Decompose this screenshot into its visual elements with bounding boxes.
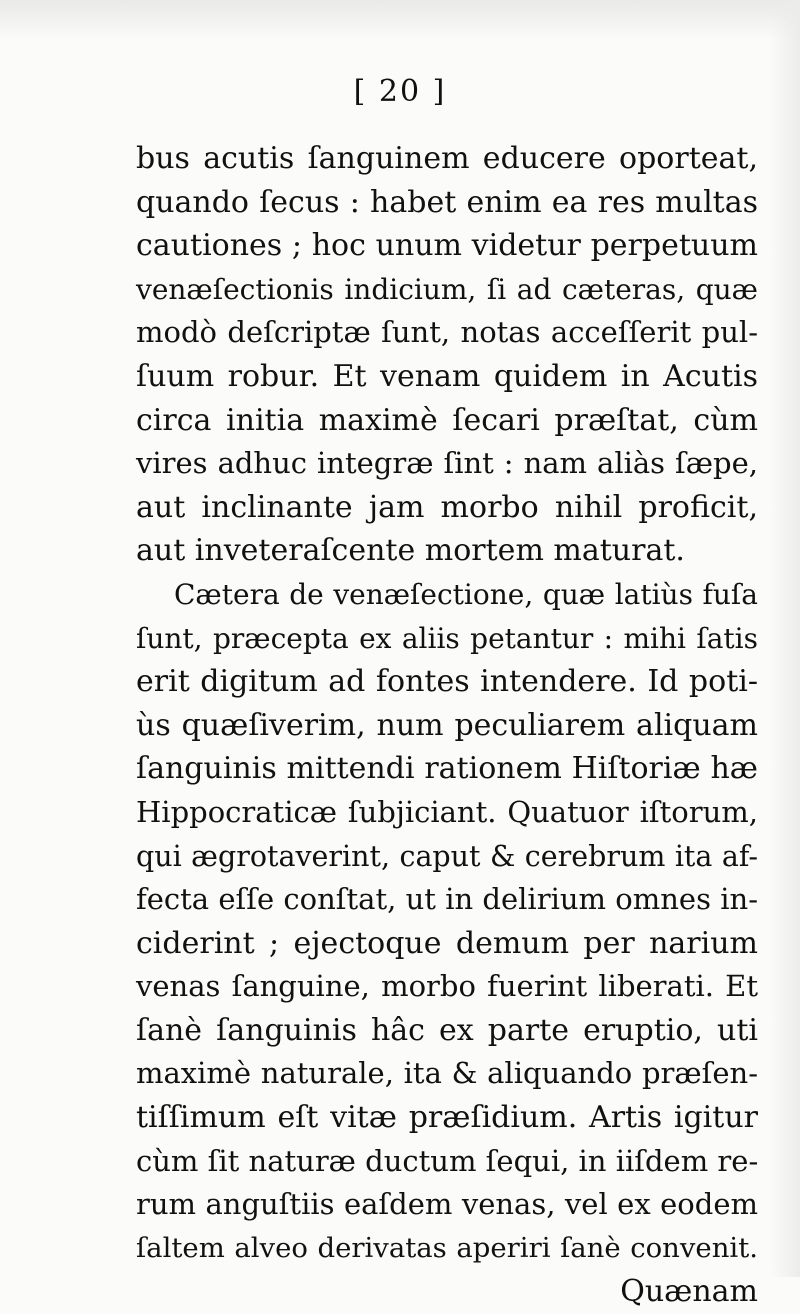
- text-line: venæſectionis indicium, ſi ad cæteras, quæ: [136, 272, 758, 306]
- text-line: ſunt, præcepta ex aliis petantur : mihi ſatis: [136, 621, 758, 655]
- body-text: [136, 137, 758, 1314]
- text-line: Hippocraticæ ſubjiciant. Quatuor iſtorum,: [136, 794, 758, 829]
- text-line: fecta eſſe conſtat, ut in delirium omnes in-: [136, 882, 758, 917]
- page-shadow: [0, 0, 800, 40]
- text-line: circa initia maximè ſecari præſtat, cùm: [136, 402, 758, 438]
- page-gutter: [770, 0, 800, 1277]
- text-line: maximè naturale, ita & aliquando præſen-: [136, 1056, 758, 1091]
- text-line: erit digitum ad fontes intendere. Id poti-: [136, 664, 758, 700]
- text-line: ùs quæſiverim, num peculiarem aliquam: [136, 707, 758, 743]
- page-number: [ 20 ]: [353, 74, 447, 109]
- text-line: modò deſcriptæ ſunt, notas acceſſerit pul-: [136, 315, 758, 350]
- text-line: quando ſecus : habet enim ea res multas: [136, 184, 758, 220]
- text-line: bus acutis ſanguinem educere oporteat,: [136, 141, 758, 176]
- text-line: cùm ſit naturæ ductum ſequi, in iiſdem re-: [136, 1143, 759, 1178]
- text-line: qui ægrotaverint, caput & cerebrum ita af-: [136, 839, 758, 873]
- text-line: ſanguinis mittendi rationem Hiſtoriæ hæ: [136, 751, 758, 787]
- text-line: ſaltem alveo derivatas aperiri ſanè convenit.: [136, 1231, 758, 1264]
- text-line: ſanè ſanguinis hâc ex parte eruptio, uti: [136, 1012, 758, 1048]
- text-line: tiſſimum eſt vitæ præſidium. Artis igitur: [136, 1100, 758, 1136]
- text-line: vires adhuc integræ ſint : nam aliàs ſæpe,: [136, 446, 758, 481]
- text-line: rum anguſtiis eaſdem venas, vel ex eodem: [136, 1187, 758, 1222]
- text-line: venas ſanguine, morbo fuerint liberati. Et: [136, 969, 758, 1004]
- text-line: ſuum robur. Et venam quidem in Acutis: [136, 358, 758, 394]
- text-line: aut inveteraſcente mortem maturat.: [136, 533, 685, 569]
- paragraph-start-line: Cætera de venæſectione, quæ latiùs fuſa: [174, 577, 758, 611]
- text-line: aut inclinante jam morbo nihil proficit,: [136, 489, 758, 525]
- catchword: Quænam: [620, 1274, 758, 1310]
- text-line: ciderint ; ejectoque demum per narium: [136, 925, 758, 961]
- text-line: cautiones ; hoc unum videtur perpetuum: [136, 228, 758, 264]
